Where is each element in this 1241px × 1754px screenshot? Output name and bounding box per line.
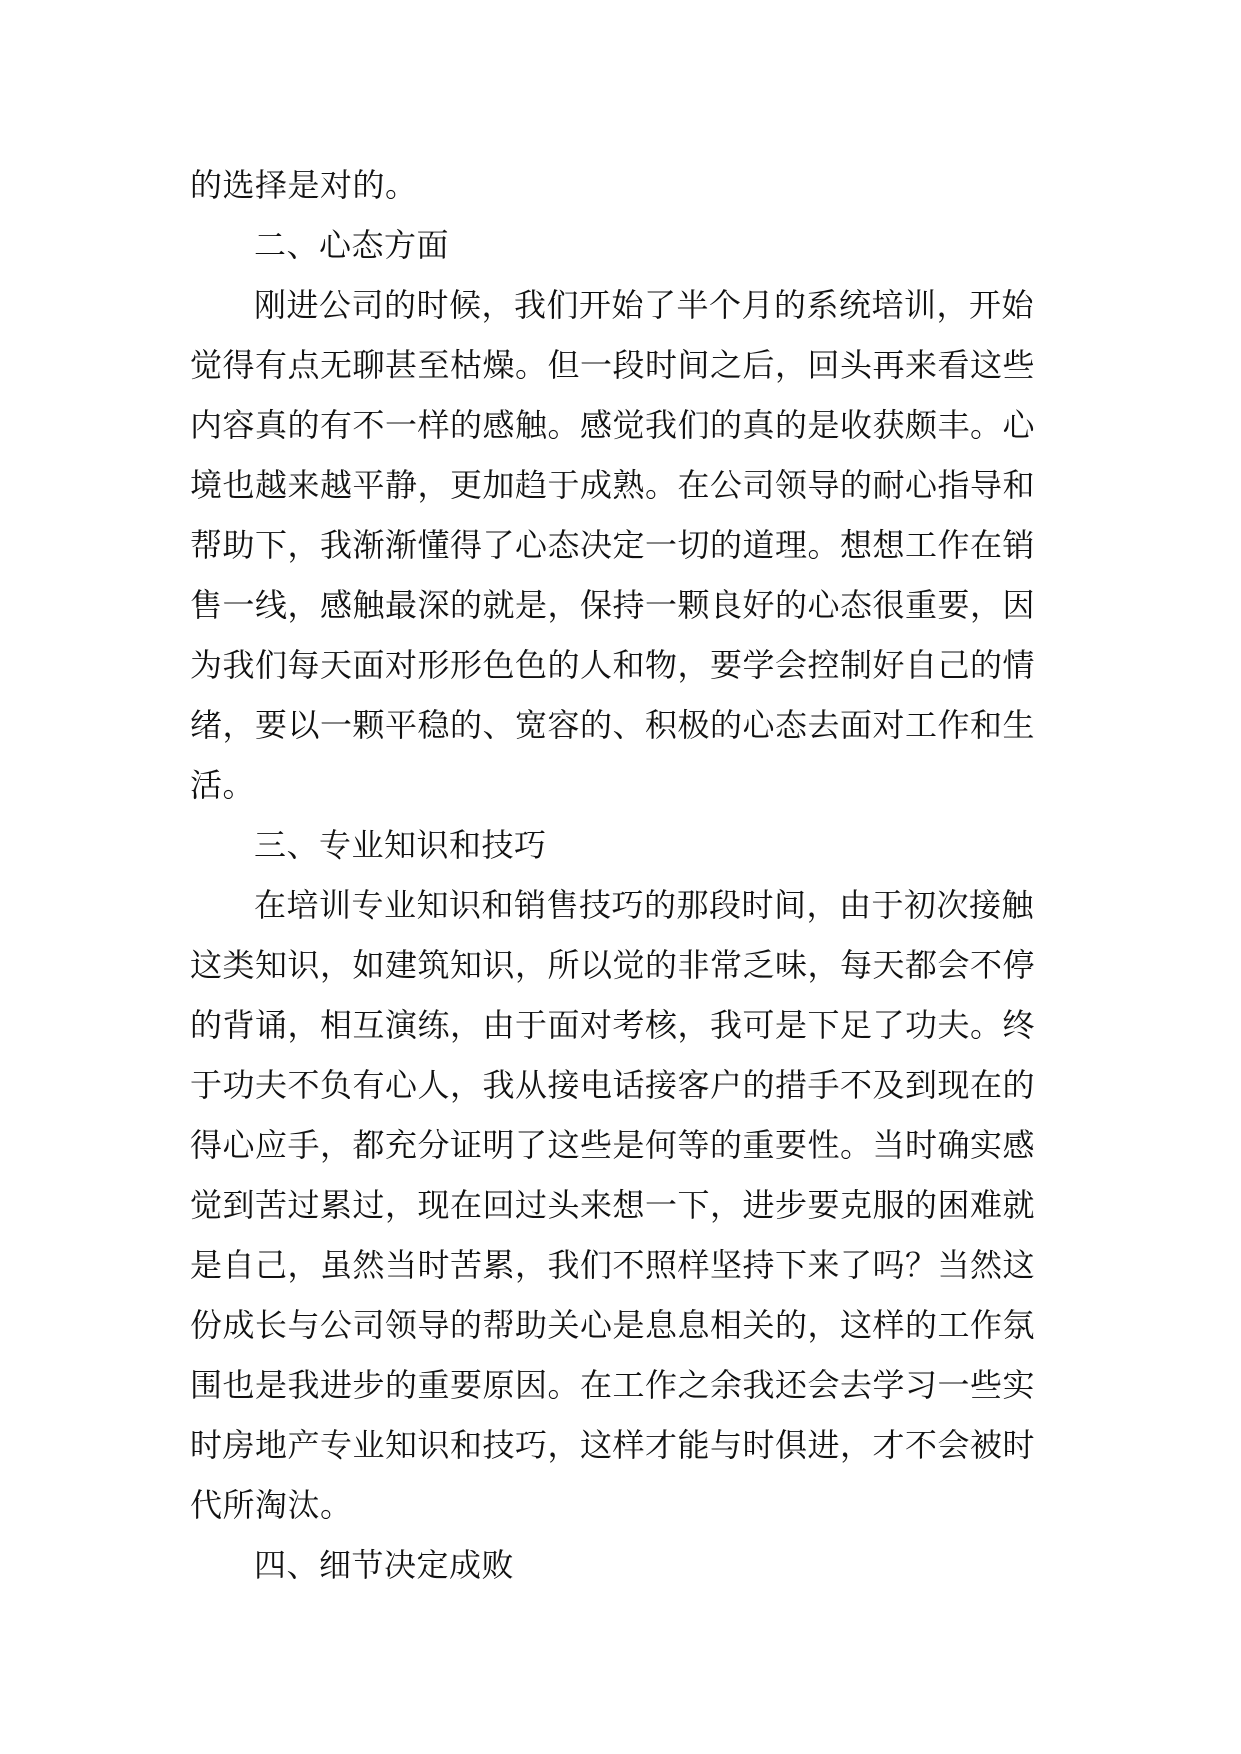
text-line: 这类知识，如建筑知识，所以觉的非常乏味，每天都会不停 bbox=[190, 946, 1036, 984]
text-line: 代所淘汰。 bbox=[190, 1486, 353, 1524]
text-line: 在培训专业知识和销售技巧的那段时间，由于初次接触 bbox=[254, 886, 1035, 924]
text-line: 围也是我进步的重要原因。在工作之余我还会去学习一些实 bbox=[190, 1366, 1036, 1404]
text-line: 刚进公司的时候，我们开始了半个月的系统培训，开始 bbox=[254, 286, 1035, 324]
text-line: 得心应手，都充分证明了这些是何等的重要性。当时确实感 bbox=[190, 1126, 1036, 1164]
text-line: 内容真的有不一样的感触。感觉我们的真的是收获颇丰。心 bbox=[190, 406, 1036, 444]
text-line: 活。 bbox=[190, 766, 256, 804]
text-line: 于功夫不负有心人，我从接电话接客户的措手不及到现在的 bbox=[190, 1066, 1036, 1104]
text-line: 绪，要以一颗平稳的、宽容的、积极的心态去面对工作和生 bbox=[190, 706, 1036, 744]
text-line: 时房地产专业知识和技巧，这样才能与时俱进，才不会被时 bbox=[190, 1426, 1036, 1464]
section-heading: 三、专业知识和技巧 bbox=[254, 826, 547, 864]
text-line: 的背诵，相互演练，由于面对考核，我可是下足了功夫。终 bbox=[190, 1006, 1036, 1044]
text-line: 觉到苦过累过，现在回过头来想一下，进步要克服的困难就 bbox=[190, 1186, 1036, 1224]
section-heading: 二、心态方面 bbox=[254, 226, 450, 264]
text-line: 份成长与公司领导的帮助关心是息息相关的，这样的工作氛 bbox=[190, 1306, 1036, 1344]
text-line: 是自己，虽然当时苦累，我们不照样坚持下来了吗？当然这 bbox=[190, 1246, 1036, 1284]
text-line: 帮助下，我渐渐懂得了心态决定一切的道理。想想工作在销 bbox=[190, 526, 1036, 564]
text-line: 为我们每天面对形形色色的人和物，要学会控制好自己的情 bbox=[190, 646, 1036, 684]
text-line: 的选择是对的。 bbox=[190, 166, 418, 204]
text-line: 觉得有点无聊甚至枯燥。但一段时间之后，回头再来看这些 bbox=[190, 346, 1036, 384]
section-heading: 四、细节决定成败 bbox=[254, 1546, 515, 1584]
text-line: 售一线，感触最深的就是，保持一颗良好的心态很重要，因 bbox=[190, 586, 1036, 624]
text-line: 境也越来越平静，更加趋于成熟。在公司领导的耐心指导和 bbox=[190, 466, 1036, 504]
document-body bbox=[190, 155, 1050, 1595]
